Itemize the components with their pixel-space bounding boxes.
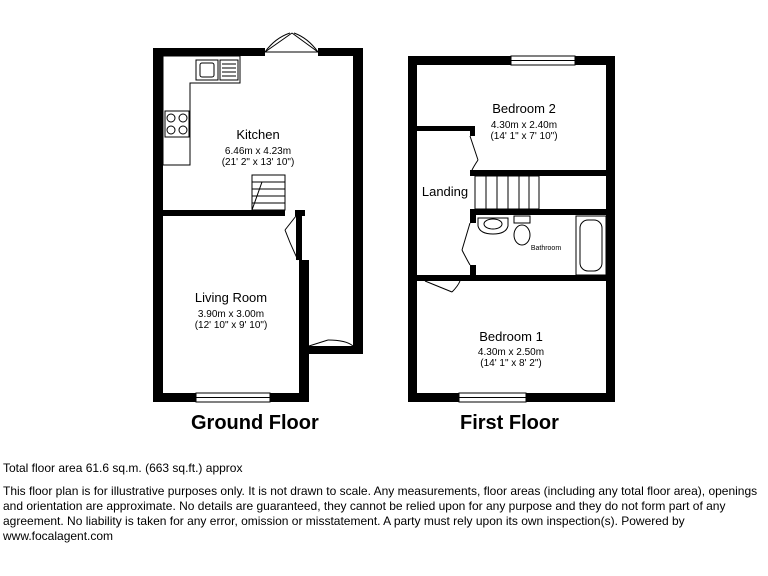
bedroom-2-imperial: (14' 1" x 7' 10") bbox=[490, 131, 558, 142]
front-door bbox=[309, 340, 353, 346]
living-room-name: Living Room bbox=[194, 290, 268, 305]
bedroom-1-name: Bedroom 1 bbox=[479, 329, 543, 344]
bedroom-1-window bbox=[459, 393, 526, 402]
kitchen-imperial: (21' 2" x 13' 10") bbox=[221, 157, 295, 168]
living-room-metric: 3.90m x 3.00m bbox=[197, 309, 265, 320]
living-room-window bbox=[196, 393, 270, 402]
kitchen-metric: 6.46m x 4.23m bbox=[224, 146, 292, 157]
first-floor-plan bbox=[408, 56, 615, 402]
bedroom-1-imperial: (14' 1" x 8' 2") bbox=[480, 358, 542, 369]
bedroom-2-window bbox=[511, 56, 575, 65]
living-room-imperial: (12' 10" x 9' 10") bbox=[194, 320, 268, 331]
bedroom-1-door bbox=[425, 281, 460, 292]
ground-floor-stairs bbox=[252, 175, 285, 210]
ground-floor-plan bbox=[153, 33, 363, 402]
ground-floor-title: Ground Floor bbox=[191, 412, 319, 434]
landing-name: Landing bbox=[421, 184, 469, 199]
bedroom-2-metric: 4.30m x 2.40m bbox=[490, 120, 558, 131]
kitchen-name: Kitchen bbox=[236, 127, 280, 142]
bathroom-name: Bathroom bbox=[530, 245, 562, 252]
bathroom-door bbox=[462, 223, 470, 265]
bedroom-2-name: Bedroom 2 bbox=[492, 101, 556, 116]
disclaimer-text: This floor plan is for illustrative purposes only. It is not drawn to scale. Any measurements, floor areas (including any total floor area), openings and orientation are approximate. No details are guaranteed, they cannot be relied upon for any purpose and they do not form part of any agreement. No liability is taken for any error, omission or misstatement. A party must rely upon its own inspection(s). Powered by www.focalagent.com bbox=[3, 484, 758, 543]
bedroom-2-door bbox=[470, 136, 478, 170]
bedroom-1-metric: 4.30m x 2.50m bbox=[477, 347, 545, 358]
first-floor-stairs bbox=[475, 176, 539, 209]
total-floor-area: Total floor area 61.6 sq.m. (663 sq.ft.) approx bbox=[3, 461, 243, 475]
first-floor-title: First Floor bbox=[460, 412, 559, 434]
kitchen-french-doors bbox=[265, 33, 318, 52]
